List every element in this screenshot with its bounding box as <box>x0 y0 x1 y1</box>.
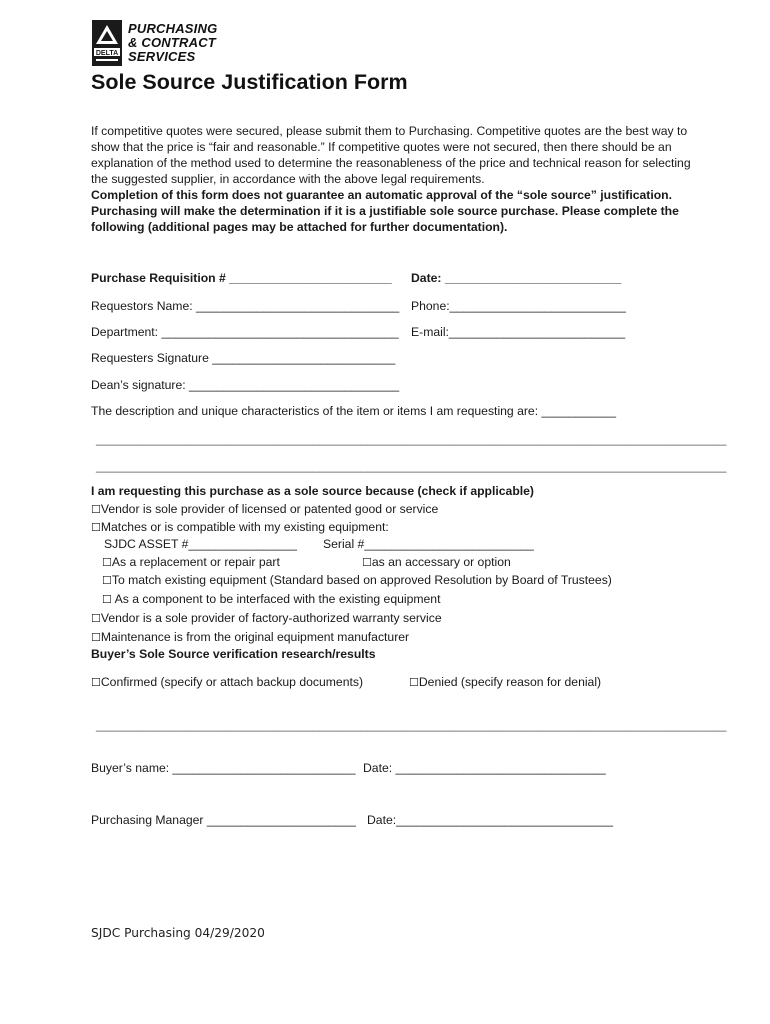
option-label: Matches or is compatible with my existing equipment: <box>100 520 389 534</box>
option-label: As a component to be interfaced with the existing equipment <box>111 592 441 606</box>
deans-signature-field[interactable]: Dean’s signature: _______________________________ <box>91 378 400 392</box>
email-field[interactable]: E-mail:__________________________ <box>411 325 626 339</box>
option-label: As a replacement or repair part <box>111 555 280 569</box>
option-label: Confirmed (specify or attach backup documents) <box>100 675 364 689</box>
option-matches-equipment[interactable] <box>91 519 389 536</box>
option-maintenance[interactable] <box>91 629 409 646</box>
option-label: To match existing equipment (Standard based on approved Resolution by Board of Trustees) <box>111 573 612 587</box>
sole-source-heading: I am requesting this purchase as a sole source because (check if applicable) <box>91 484 534 498</box>
logo-line-1: PURCHASING <box>128 21 218 36</box>
form-title: Sole Source Justification Form <box>91 70 408 94</box>
checkbox-icon[interactable]: ☐ <box>102 574 112 587</box>
checkbox-icon[interactable]: ☐ <box>91 612 101 625</box>
option-denied[interactable] <box>409 674 601 691</box>
description-line-1[interactable]: _____________________________________________________________________________________________ <box>96 432 727 446</box>
option-replacement-part[interactable] <box>102 554 280 571</box>
serial-field[interactable]: Serial #_________________________ <box>323 537 534 551</box>
buyers-name-field[interactable]: Buyer’s name: ___________________________ <box>91 761 356 775</box>
option-vendor-sole-provider[interactable] <box>91 501 438 518</box>
date-field[interactable]: Date: __________________________ <box>411 271 622 285</box>
checkbox-icon[interactable]: ☐ <box>102 556 112 569</box>
option-label: Maintenance is from the original equipment manufacturer <box>100 630 410 644</box>
requesters-signature-field[interactable]: Requesters Signature ___________________________ <box>91 351 396 365</box>
option-label: Denied (specify reason for denial) <box>418 675 602 689</box>
option-confirmed[interactable] <box>91 674 363 691</box>
intro-paragraph: If competitive quotes were secured, please submit them to Purchasing. Competitive quotes are the best way to show that the price is “fair and reasonable.” If competitive quotes were not secured, then there should be an explanation of the method used to determine the reasonableness of the price and technical reason for selecting the suggested supplier, in accordance with the above legal requirements. <box>91 124 691 186</box>
intro-bold-notice: Completion of this form does not guarantee an automatic approval of the “sole source” justification. Purchasing will make the determination if it is a justifiable sole source purchase. Please complete the following (additional pages may be attached for further documentation). <box>91 188 679 234</box>
option-match-existing[interactable] <box>102 572 612 589</box>
description-line-2[interactable]: _____________________________________________________________________________________________ <box>96 459 727 473</box>
buyer-date-field[interactable]: Date: _______________________________ <box>363 761 606 775</box>
verification-notes-line[interactable]: _____________________________________________________________________________________________ <box>96 718 727 732</box>
logo-line-3: SERVICES <box>128 49 196 64</box>
checkbox-icon[interactable]: ☐ <box>91 521 101 534</box>
phone-field[interactable]: Phone:__________________________ <box>411 299 626 313</box>
checkbox-icon[interactable]: ☐ <box>409 676 419 689</box>
department-field[interactable]: Department: ___________________________________ <box>91 325 399 339</box>
intro-section <box>91 123 691 235</box>
logo-mark-text: DELTA <box>95 50 119 57</box>
logo-line-2: & CONTRACT <box>128 35 216 50</box>
checkbox-icon[interactable]: ☐ <box>91 631 101 644</box>
purchasing-logo <box>92 20 232 66</box>
requestors-name-field[interactable]: Requestors Name: ______________________________ <box>91 299 400 313</box>
logo-text <box>128 22 217 64</box>
verification-heading: Buyer’s Sole Source verification research/results <box>91 647 376 661</box>
option-component[interactable] <box>102 591 440 608</box>
option-label: as an accessary or option <box>371 555 511 569</box>
purchase-requisition-field[interactable]: Purchase Requisition # ________________________ <box>91 271 392 285</box>
option-label: Vendor is sole provider of licensed or patented good or service <box>100 502 439 516</box>
footer-text: SJDC Purchasing 04/29/2020 <box>91 926 265 940</box>
description-field[interactable]: The description and unique characteristics of the item or items I am requesting are: ___________ <box>91 404 617 418</box>
option-warranty-service[interactable] <box>91 610 442 627</box>
checkbox-icon[interactable]: ☐ <box>102 593 112 606</box>
sjdc-asset-field[interactable]: SJDC ASSET #________________ <box>104 537 297 551</box>
purchasing-manager-field[interactable]: Purchasing Manager ______________________ <box>91 813 356 827</box>
checkbox-icon[interactable]: ☐ <box>91 503 101 516</box>
option-accessory[interactable] <box>362 554 511 571</box>
manager-date-field[interactable]: Date:________________________________ <box>367 813 614 827</box>
option-label: Vendor is a sole provider of factory-authorized warranty service <box>100 611 442 625</box>
delta-college-logo-icon <box>92 20 122 66</box>
checkbox-icon[interactable]: ☐ <box>91 676 101 689</box>
checkbox-icon[interactable]: ☐ <box>362 556 372 569</box>
